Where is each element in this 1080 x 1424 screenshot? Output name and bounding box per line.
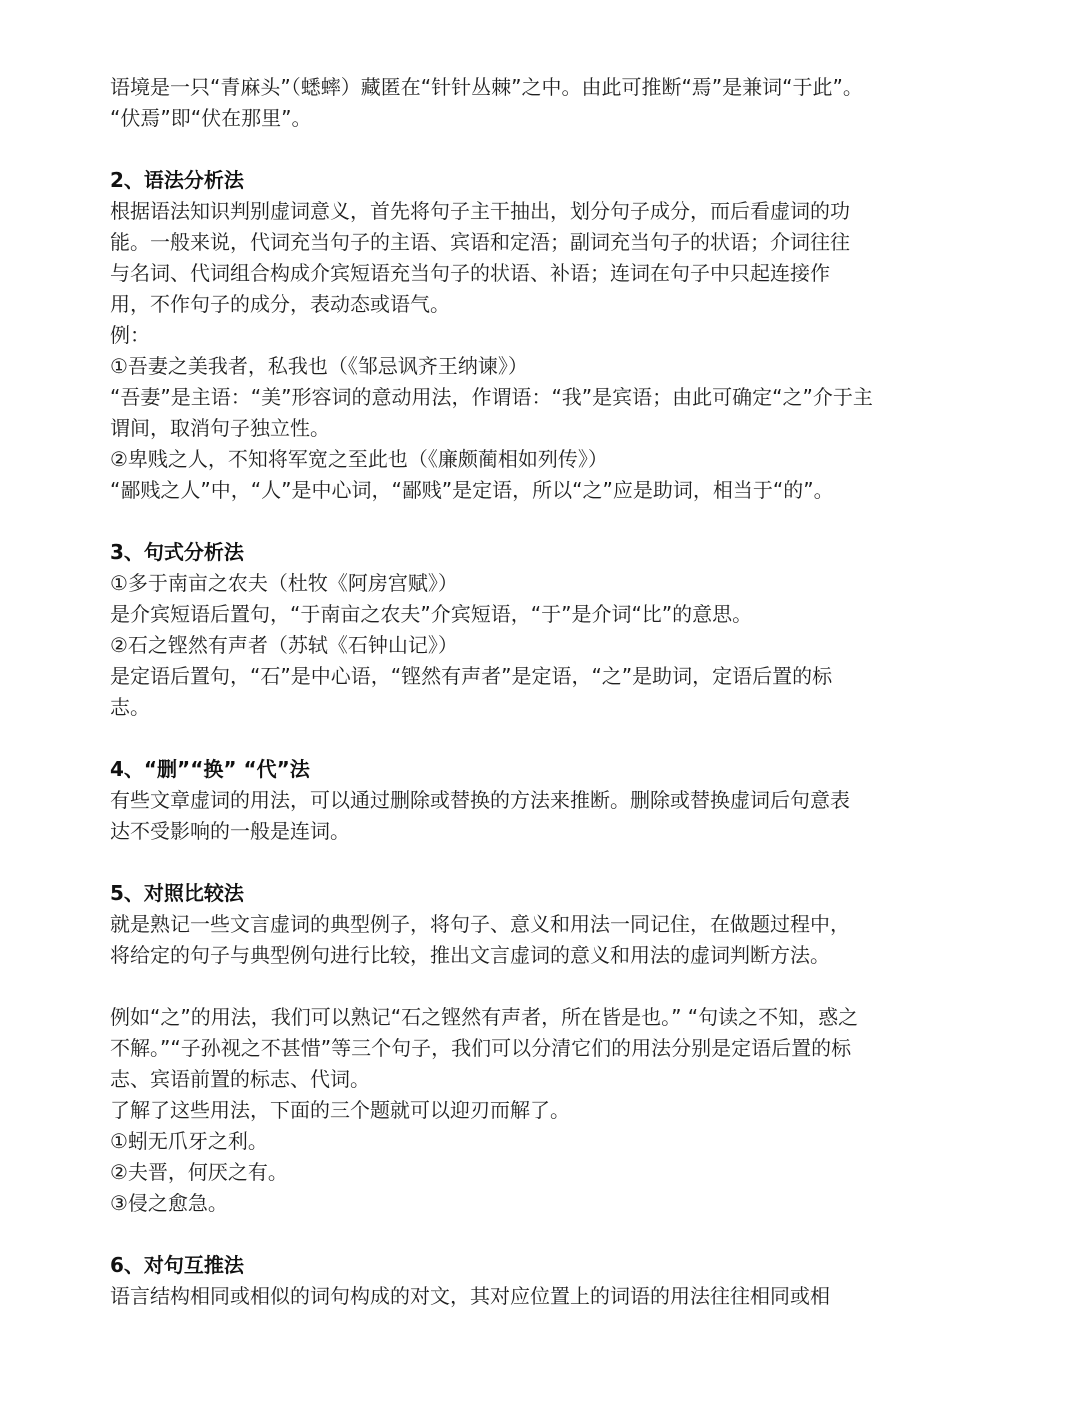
paragraph-gap — [110, 134, 990, 165]
text-line: 是介宾短语后置句，“于南亩之农夫”介宾短语，“于”是介词“比”的意思。 — [110, 602, 753, 626]
section-grammar-analysis — [110, 165, 990, 506]
document-body — [110, 72, 990, 1312]
section-heading: 6、对句互推法 — [110, 1253, 244, 1277]
section-heading: 4、“删”“换” “代”法 — [110, 757, 310, 781]
text-line: 例： — [110, 323, 150, 347]
paragraph-gap — [110, 723, 990, 754]
paragraph-gap — [110, 506, 990, 537]
text-line: 不解。”“子孙视之不甚惜”等三个句子，我们可以分清它们的用法分别是定语后置的标 — [110, 1036, 852, 1060]
text-line: “吾妻”是主语：“美”形容词的意动用法，作谓语：“我”是宾语；由此可确定“之”介于主 — [110, 385, 873, 409]
paragraph-gap — [110, 847, 990, 878]
text-line: 语境是一只“青麻头”（蟋蟀）藏匿在“针针丛棘”之中。由此可推断“焉”是兼词“于此”。 — [110, 75, 863, 99]
text-line: ①多于南亩之农夫（杜牧《阿房宫赋》） — [110, 571, 458, 595]
paragraph-gap — [110, 971, 990, 1002]
text-line: ②卑贱之人，不知将军宽之至此也（《廉颇蔺相如列传》） — [110, 447, 608, 471]
text-line: 有些文章虚词的用法，可以通过删除或替换的方法来推断。删除或替换虚词后句意表 — [110, 788, 850, 812]
section-delete-replace — [110, 754, 990, 847]
text-line: 例如“之”的用法，我们可以熟记“石之铿然有声者，所在皆是也。” “句读之不知，惑之 — [110, 1005, 859, 1029]
section-heading: 3、句式分析法 — [110, 540, 244, 564]
text-line: ②夫晋，何厌之有。 — [110, 1160, 288, 1184]
text-line: 与名词、代词组合构成介宾短语充当句子的状语、补语；连词在句子中只起连接作 — [110, 261, 830, 285]
section-comparison — [110, 878, 990, 1219]
intro-paragraph — [110, 72, 990, 134]
text-line: 达不受影响的一般是连词。 — [110, 819, 350, 843]
text-line: 是定语后置句，“石”是中心语，“铿然有声者”是定语，“之”是助词，定语后置的标 — [110, 664, 833, 688]
text-line: “伏焉”即“伏在那里”。 — [110, 106, 312, 130]
section-sentence-pattern — [110, 537, 990, 723]
section-heading: 5、对照比较法 — [110, 881, 244, 905]
text-line: ③侵之愈急。 — [110, 1191, 228, 1215]
text-line: ②石之铿然有声者（苏轼《石钟山记》） — [110, 633, 458, 657]
text-line: 谓间，取消句子独立性。 — [110, 416, 330, 440]
text-line: 语言结构相同或相似的词句构成的对文，其对应位置上的词语的用法往往相同或相 — [110, 1284, 830, 1308]
text-line: 用，不作句子的成分，表动态或语气。 — [110, 292, 450, 316]
text-line: 能。一般来说，代词充当句子的主语、宾语和定浯；副词充当句子的状语；介词往往 — [110, 230, 850, 254]
text-line: ①蚓无爪牙之利。 — [110, 1129, 268, 1153]
text-line: 志。 — [110, 695, 150, 719]
text-line: 就是熟记一些文言虚词的典型例子，将句子、意义和用法一同记住，在做题过程中， — [110, 912, 850, 936]
text-line: ①吾妻之美我者，私我也（《邹忌讽齐王纳谏》） — [110, 354, 528, 378]
text-line: 了解了这些用法，下面的三个题就可以迎刃而解了。 — [110, 1098, 570, 1122]
text-line: 将给定的句子与典型例句进行比较，推出文言虚词的意义和用法的虚词判断方法。 — [110, 943, 830, 967]
paragraph-gap — [110, 1219, 990, 1250]
text-line: 志、宾语前置的标志、代词。 — [110, 1067, 370, 1091]
text-line: “鄙贱之人”中，“人”是中心词，“鄙贱”是定语，所以“之”应是助词，相当于“的”。 — [110, 478, 834, 502]
section-parallel-inference — [110, 1250, 990, 1312]
text-line: 根据语法知识判别虚词意义，首先将句子主干抽出，划分句子成分，而后看虚词的功 — [110, 199, 850, 223]
section-heading: 2、语法分析法 — [110, 168, 244, 192]
